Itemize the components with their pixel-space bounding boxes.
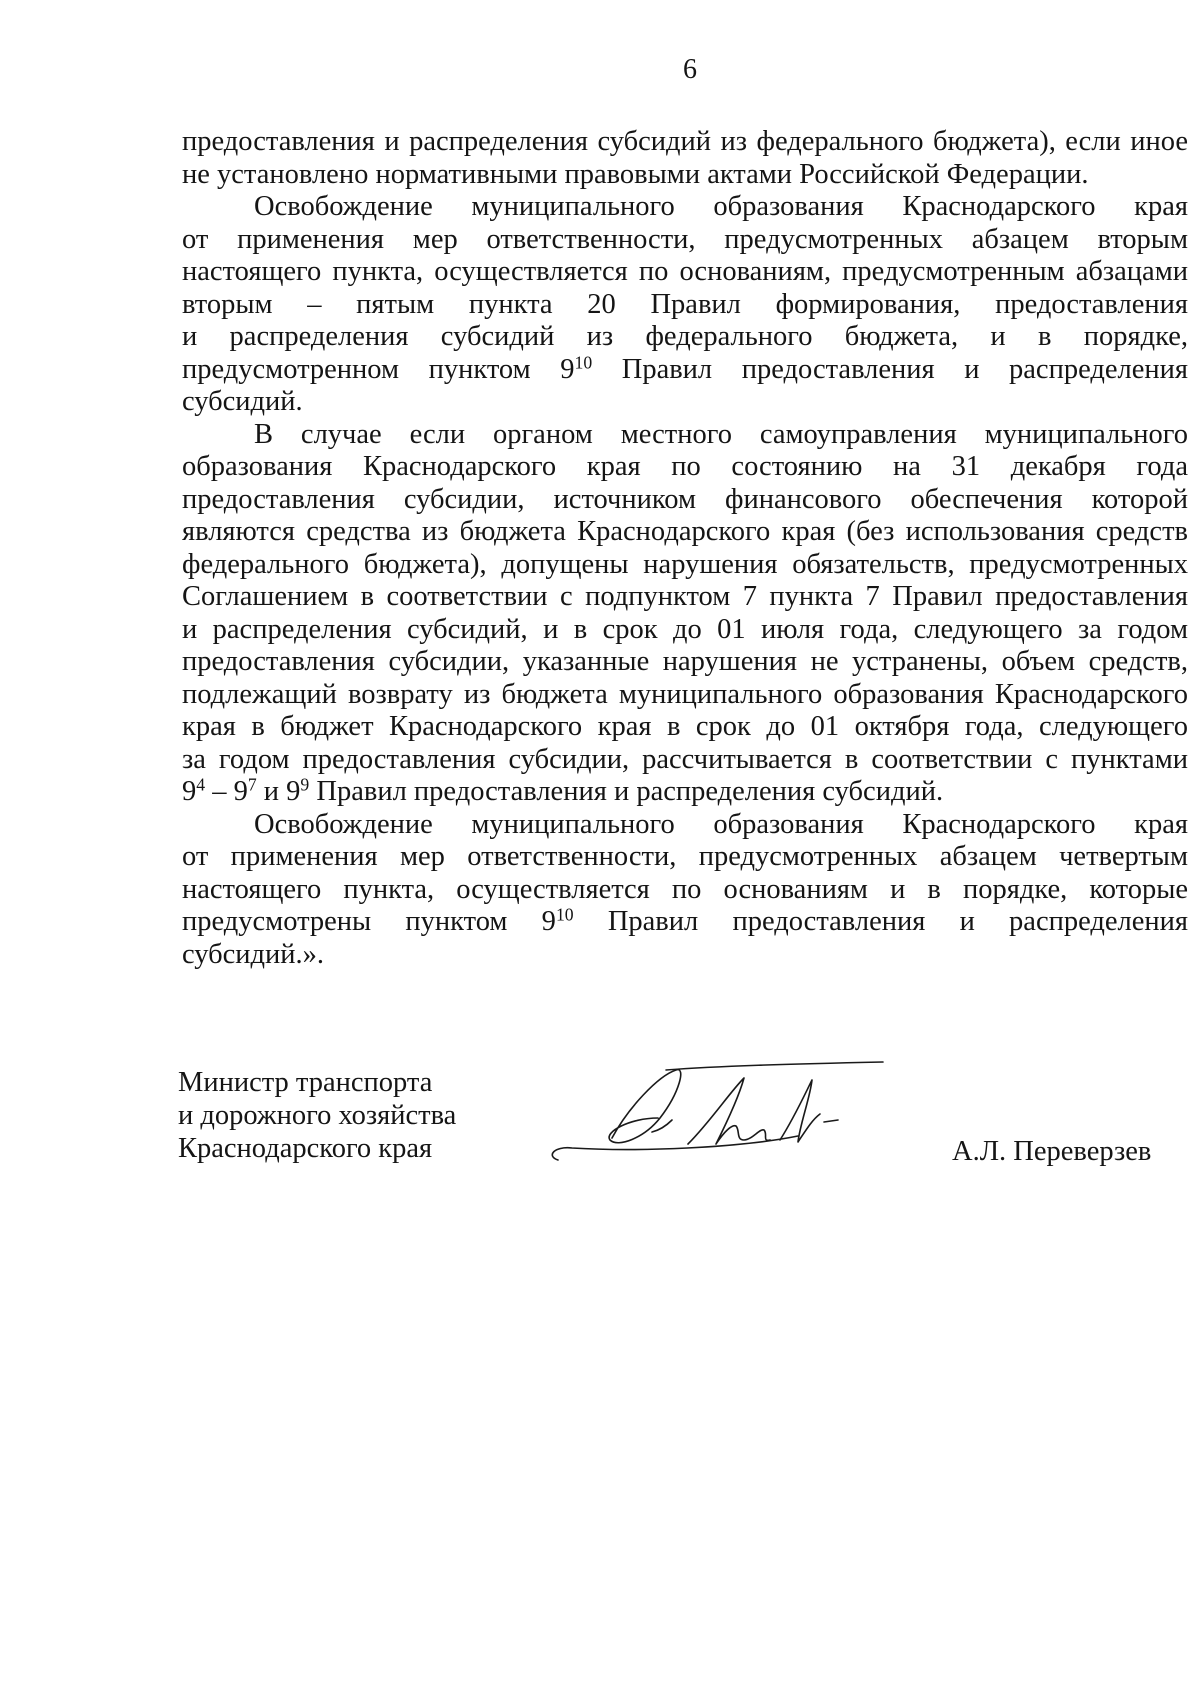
- superscript: 10: [555, 906, 574, 925]
- superscript: 9: [300, 774, 310, 795]
- superscript: 7: [247, 774, 257, 795]
- text-line: и распределения субсидий, и в срок до 01 июля года, следующего за годом: [182, 613, 1188, 645]
- text-line: от применения мер ответственности, предусмотренных абзацем четвертым: [182, 841, 1188, 872]
- text-line: В случае если органом местного самоуправления муниципального: [254, 418, 1188, 450]
- signatory-position: [178, 1066, 456, 1165]
- text-fragment: и 9: [256, 776, 301, 807]
- text-line: края в бюджет Краснодарского края в срок до 01 октября года, следующего: [182, 711, 1188, 742]
- position-line: и дорожного хозяйства: [178, 1100, 457, 1131]
- text-line: предоставления субсидии, указанные нарушения не устранены, объем средств,: [182, 646, 1188, 677]
- text-line: субсидий.».: [182, 938, 325, 970]
- superscript: 4: [196, 774, 206, 795]
- text-line: [182, 906, 1188, 939]
- text-line: образования Краснодарского края по состоянию на 31 декабря года: [182, 451, 1188, 482]
- superscript: 10: [574, 353, 593, 372]
- text-line: настоящего пункта, осуществляется по основаниям и в порядке, которые: [182, 873, 1188, 905]
- position-line: Краснодарского края: [178, 1133, 433, 1164]
- handwritten-signature: [548, 1048, 888, 1178]
- text-line: [182, 776, 1188, 809]
- text-line: настоящего пункта, осуществляется по основаниям, предусмотренным абзацами: [182, 256, 1188, 287]
- text-line: вторым – пятым пункта 20 Правил формирования, предоставления: [182, 288, 1188, 320]
- text-line: Соглашением в соответствии с подпунктом 7 пункта 7 Правил предоставления: [182, 581, 1188, 612]
- page-number: 6: [683, 54, 697, 85]
- signer-name: А.Л. Переверзев: [952, 1136, 1152, 1167]
- text-line: от применения мер ответственности, предусмотренных абзацем вторым: [182, 223, 1188, 255]
- text-line: предоставления и распределения субсидий из федерального бюджета), если иное: [182, 126, 1188, 157]
- text-line: подлежащий возврату из бюджета муниципального образования Краснодарского: [182, 678, 1188, 710]
- text-line: и распределения субсидий из федерального бюджета, и в порядке,: [182, 321, 1188, 352]
- text-line: за годом предоставления субсидии, рассчитывается в соответствии с пунктами: [182, 743, 1188, 775]
- text-line: [182, 354, 1188, 387]
- text-line: Освобождение муниципального образования Краснодарского края: [254, 191, 1188, 222]
- text-line: предоставления субсидии, источником финансового обеспечения которой: [182, 483, 1188, 515]
- text-line: федерального бюджета), допущены нарушения обязательств, предусмотренных: [182, 548, 1188, 580]
- text-line: не установлено нормативными правовыми актами Российской Федерации.: [182, 158, 1089, 190]
- text-fragment: Правил предоставления и распределения субсидий.: [309, 776, 944, 807]
- text-fragment: – 9: [205, 776, 248, 807]
- text-fragment: Правил предоставления и распределения: [592, 353, 1188, 385]
- text-fragment: предусмотрены пунктом 9: [182, 906, 556, 937]
- text-fragment: 9: [182, 776, 197, 807]
- text-fragment: Правил предоставления и распределения: [573, 906, 1188, 937]
- text-line: являются средства из бюджета Краснодарского края (без использования средств: [182, 516, 1188, 547]
- text-fragment: предусмотренном пунктом 9: [182, 353, 575, 385]
- position-line: Министр транспорта: [178, 1067, 433, 1098]
- document-body: [182, 126, 1188, 971]
- text-line: Освобождение муниципального образования Краснодарского края: [254, 808, 1188, 840]
- text-line: субсидий.: [182, 386, 303, 417]
